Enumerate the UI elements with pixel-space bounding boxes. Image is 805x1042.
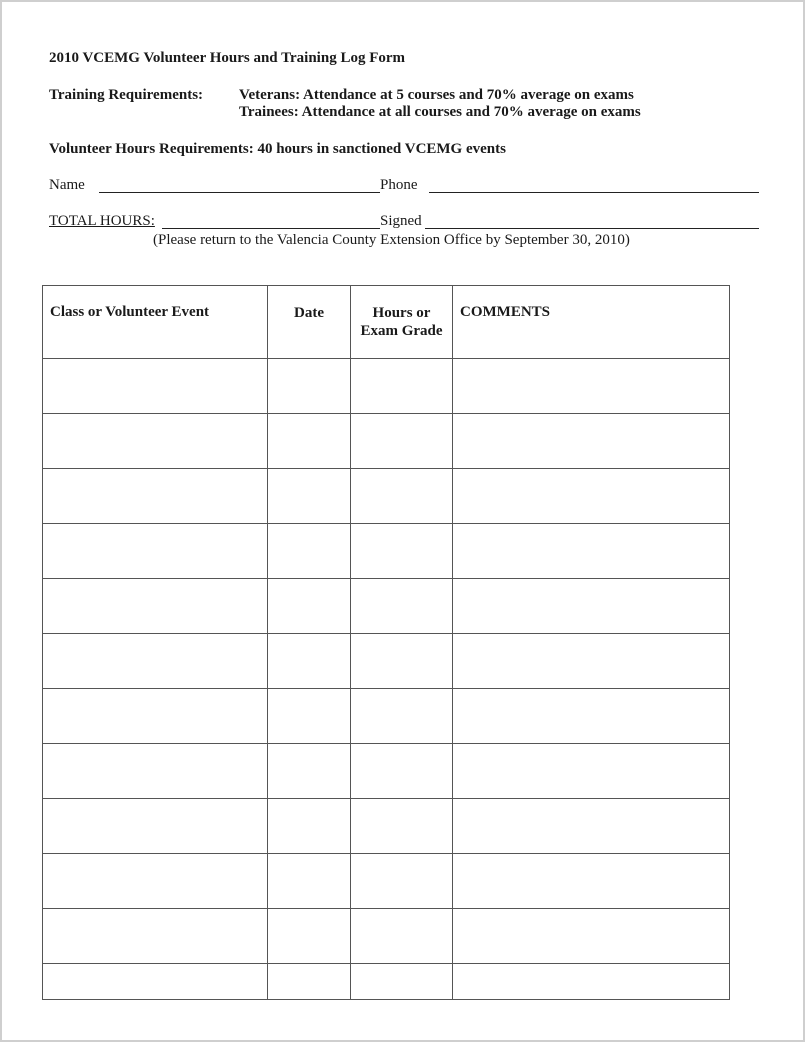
event-cell[interactable] xyxy=(43,414,268,469)
volunteer-hours-requirements: Volunteer Hours Requirements: 40 hours in sanctioned VCEMG events xyxy=(49,141,506,157)
header-date: Date xyxy=(268,286,351,359)
name-label: Name xyxy=(49,177,85,193)
table-row xyxy=(43,524,730,579)
table-row xyxy=(43,964,730,1000)
table-row xyxy=(43,799,730,854)
event-cell[interactable] xyxy=(43,579,268,634)
table-row xyxy=(43,634,730,689)
table-row xyxy=(43,909,730,964)
phone-field[interactable] xyxy=(429,192,759,193)
table-row xyxy=(43,579,730,634)
date-cell[interactable] xyxy=(268,414,351,469)
comments-cell[interactable] xyxy=(453,579,730,634)
date-cell[interactable] xyxy=(268,964,351,1000)
hours-cell[interactable] xyxy=(351,414,453,469)
form-title: 2010 VCEMG Volunteer Hours and Training Log Form xyxy=(49,50,406,66)
hours-cell[interactable] xyxy=(351,469,453,524)
date-cell[interactable] xyxy=(268,744,351,799)
comments-cell[interactable] xyxy=(453,469,730,524)
date-cell[interactable] xyxy=(268,524,351,579)
table-header-row xyxy=(43,286,730,359)
hours-cell[interactable] xyxy=(351,964,453,1000)
hours-cell[interactable] xyxy=(351,909,453,964)
event-cell[interactable] xyxy=(43,854,268,909)
date-cell[interactable] xyxy=(268,634,351,689)
hours-cell[interactable] xyxy=(351,634,453,689)
hours-cell[interactable] xyxy=(351,579,453,634)
table-row xyxy=(43,689,730,744)
header-hours xyxy=(351,286,453,359)
hours-cell[interactable] xyxy=(351,689,453,744)
date-cell[interactable] xyxy=(268,799,351,854)
event-cell[interactable] xyxy=(43,634,268,689)
comments-cell[interactable] xyxy=(453,689,730,744)
name-field[interactable] xyxy=(99,192,380,193)
comments-cell[interactable] xyxy=(453,634,730,689)
comments-cell[interactable] xyxy=(453,524,730,579)
event-cell[interactable] xyxy=(43,964,268,1000)
comments-cell[interactable] xyxy=(453,414,730,469)
header-comments: COMMENTS xyxy=(453,286,730,359)
date-cell[interactable] xyxy=(268,359,351,414)
training-trainees-text: Trainees: Attendance at all courses and 70% average on exams xyxy=(239,104,641,120)
comments-cell[interactable] xyxy=(453,909,730,964)
table-row xyxy=(43,469,730,524)
table-row xyxy=(43,744,730,799)
signed-label: Signed xyxy=(380,213,422,229)
hours-cell[interactable] xyxy=(351,524,453,579)
date-cell[interactable] xyxy=(268,469,351,524)
event-cell[interactable] xyxy=(43,524,268,579)
header-hours-line1: Hours or xyxy=(372,305,431,321)
signed-field[interactable] xyxy=(425,228,759,229)
total-hours-label: TOTAL HOURS: xyxy=(49,213,155,229)
table-row xyxy=(43,854,730,909)
hours-cell[interactable] xyxy=(351,799,453,854)
phone-label: Phone xyxy=(380,177,418,193)
hours-cell[interactable] xyxy=(351,359,453,414)
comments-cell[interactable] xyxy=(453,854,730,909)
event-cell[interactable] xyxy=(43,909,268,964)
comments-cell[interactable] xyxy=(453,799,730,854)
total-hours-field[interactable] xyxy=(162,228,380,229)
event-cell[interactable] xyxy=(43,744,268,799)
date-cell[interactable] xyxy=(268,689,351,744)
training-requirements-label: Training Requirements: xyxy=(49,87,204,103)
comments-cell[interactable] xyxy=(453,359,730,414)
event-cell[interactable] xyxy=(43,689,268,744)
date-cell[interactable] xyxy=(268,909,351,964)
header-hours-line2: Exam Grade xyxy=(360,323,443,339)
table-row xyxy=(43,414,730,469)
event-cell[interactable] xyxy=(43,469,268,524)
header-event: Class or Volunteer Event xyxy=(43,286,268,359)
comments-cell[interactable] xyxy=(453,744,730,799)
hours-cell[interactable] xyxy=(351,744,453,799)
log-table xyxy=(42,285,730,1000)
event-cell[interactable] xyxy=(43,799,268,854)
hours-cell[interactable] xyxy=(351,854,453,909)
date-cell[interactable] xyxy=(268,579,351,634)
comments-cell[interactable] xyxy=(453,964,730,1000)
table-row xyxy=(43,359,730,414)
training-veterans-text: Veterans: Attendance at 5 courses and 70% average on exams xyxy=(239,87,634,103)
event-cell[interactable] xyxy=(43,359,268,414)
date-cell[interactable] xyxy=(268,854,351,909)
return-note: (Please return to the Valencia County Extension Office by September 30, 2010) xyxy=(153,232,630,248)
